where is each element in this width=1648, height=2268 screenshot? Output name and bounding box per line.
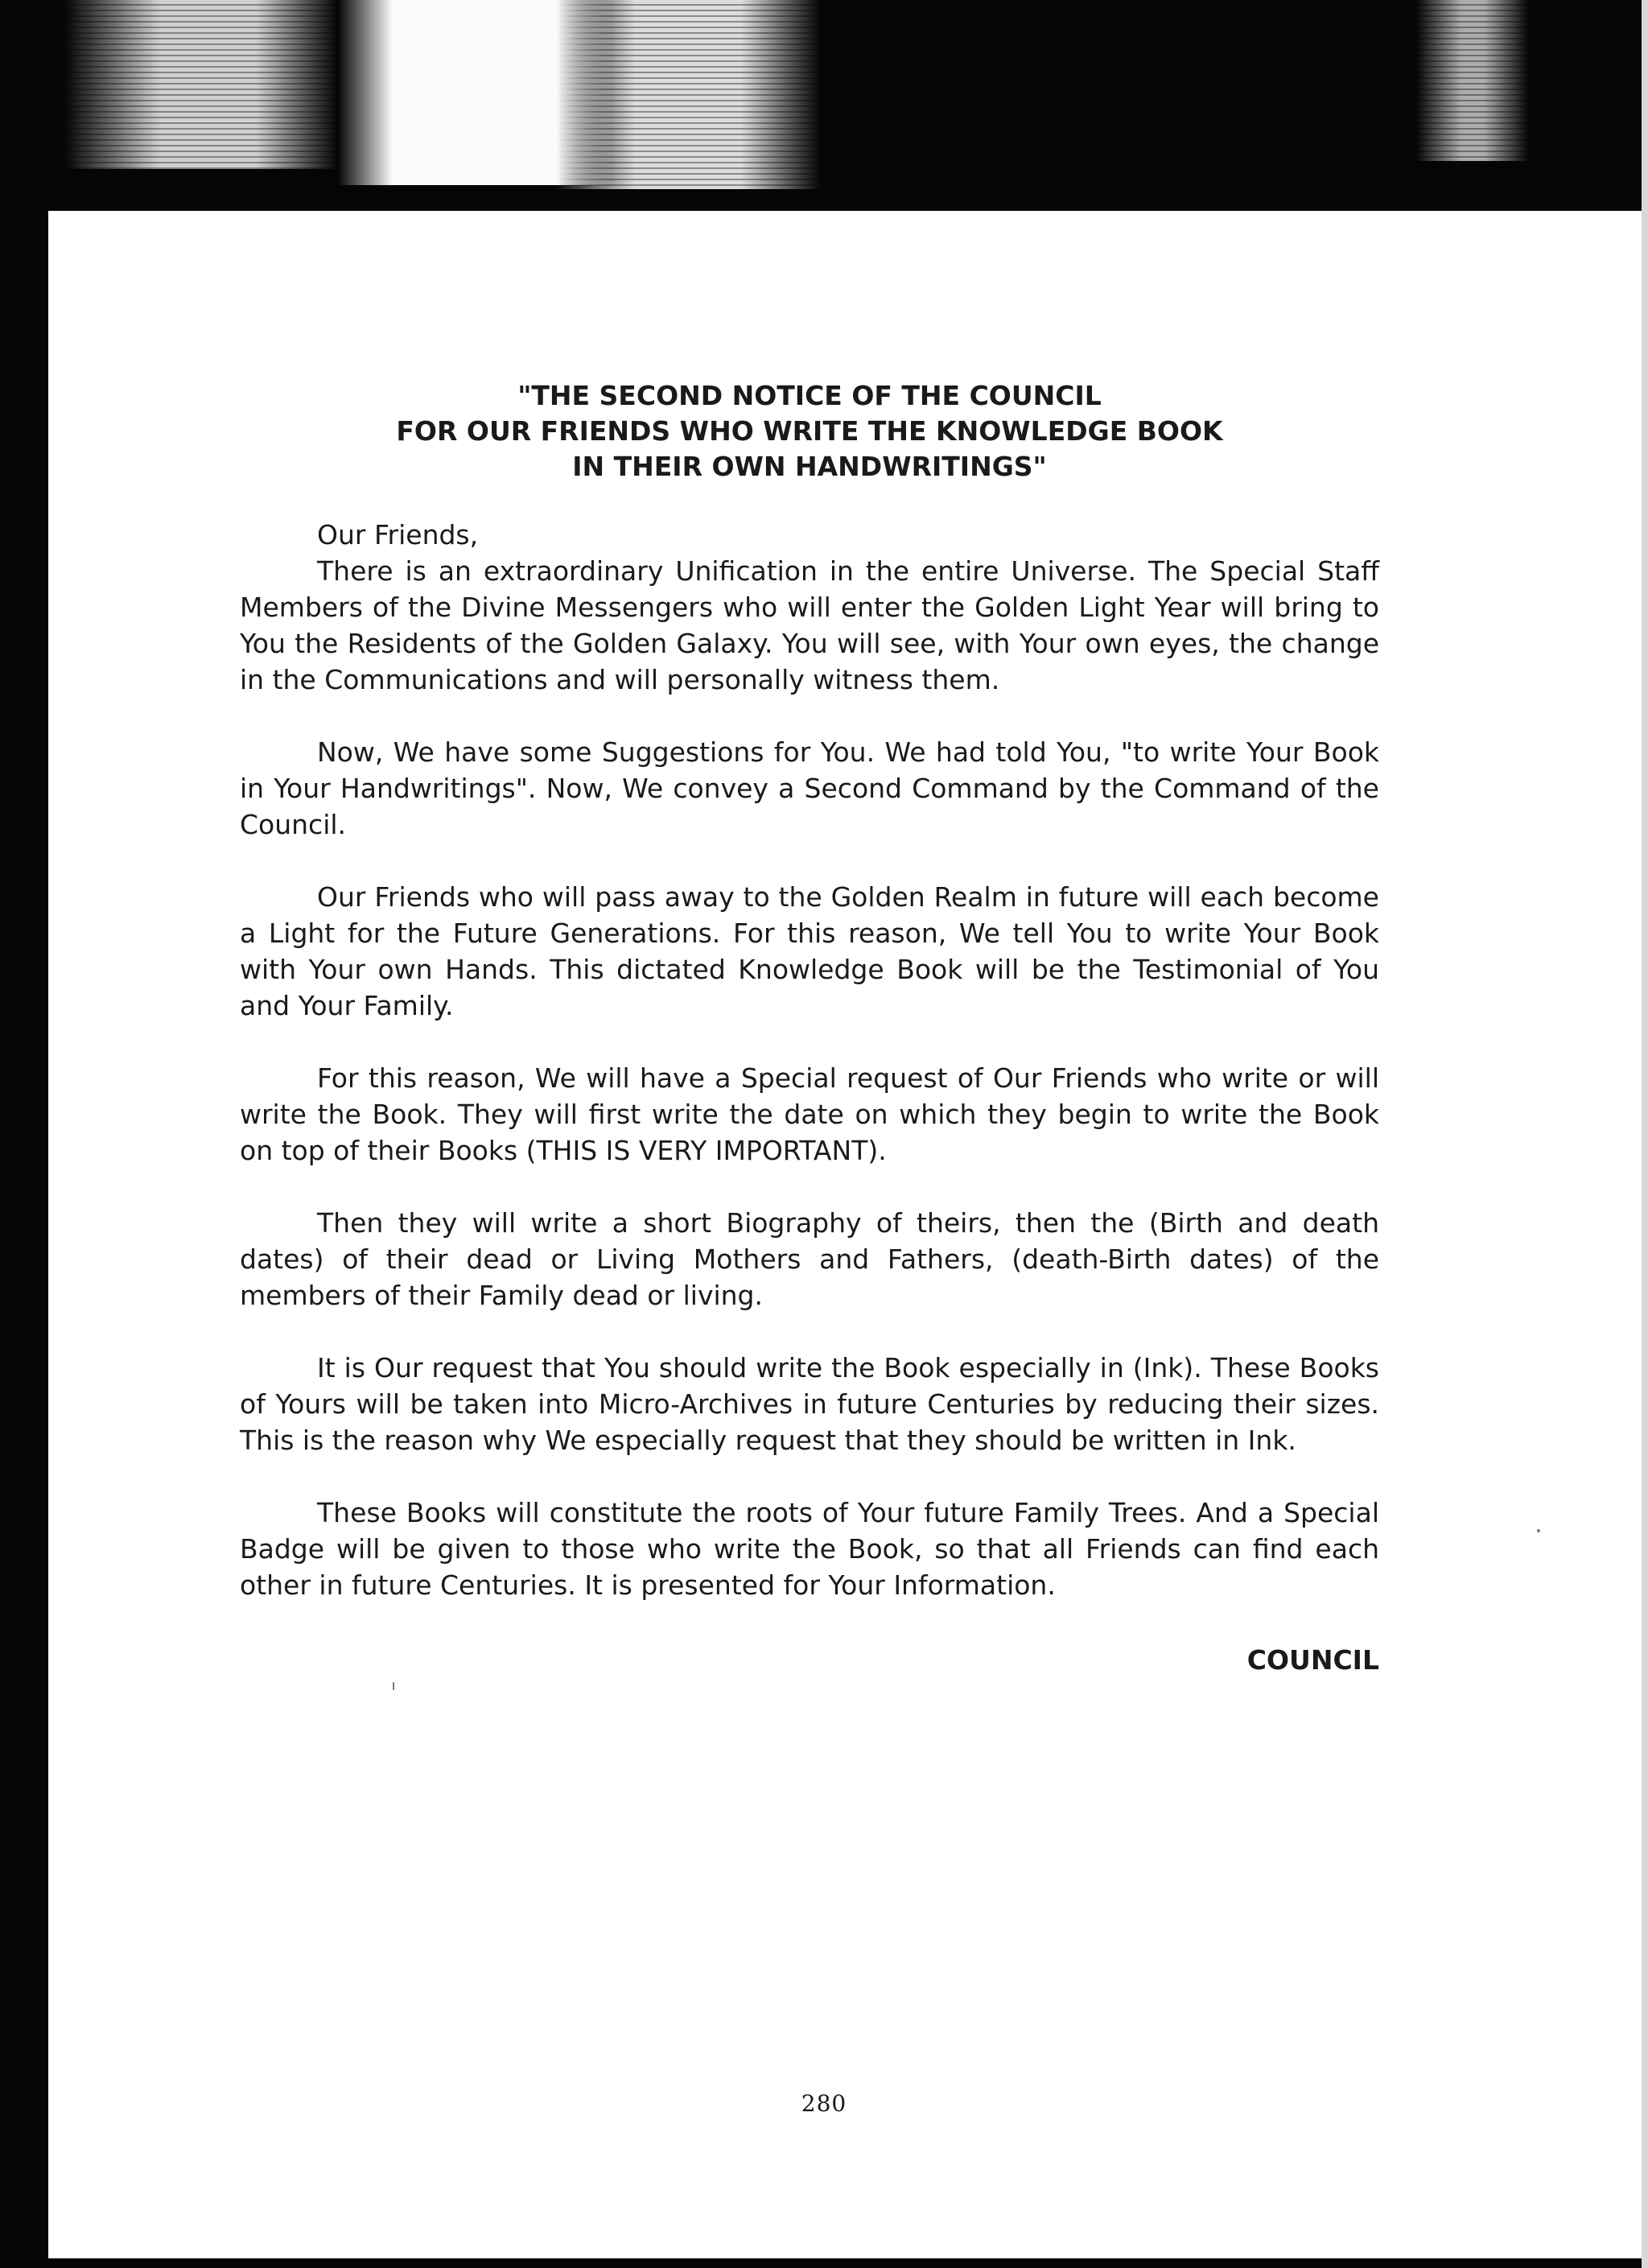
page-number: 280 — [801, 2090, 847, 2117]
paragraph: Our Friends who will pass away to the Golden Realm in future will each become a Light for the Future Generations. For this reason, We tell You to write Your Book with Your own Hands. This dictated Knowledge Book will be the Testimonial of You and Your Family. — [240, 881, 1379, 1021]
paragraph: Now, We have some Suggestions for You. We had told You, "to write Your Book in Your Handwritings". Now, We convey a Second Command by the Command of the Council. — [240, 736, 1379, 840]
document-body — [240, 378, 1379, 1678]
scan-speck — [393, 1682, 394, 1690]
scan-glare — [1416, 0, 1529, 161]
scan-right-edge — [1642, 0, 1648, 2268]
title-line: "THE SECOND NOTICE OF THE COUNCIL — [517, 380, 1102, 411]
salutation: Our Friends, — [317, 519, 479, 551]
scan-bottom-shadow — [0, 2258, 1648, 2268]
signature: COUNCIL — [1246, 1644, 1379, 1676]
paragraph: These Books will constitute the roots of Your future Family Trees. And a Special Badge will be given to those who write the Book, so that all Friends can find each other in future Centuries. It is presented for Your Information. — [240, 1497, 1379, 1601]
scan-glare — [64, 0, 338, 169]
scan-left-shadow — [0, 0, 48, 2268]
paragraph: Then they will write a short Biography of theirs, then the (Birth and death dates) of their dead or Living Mothers and Fathers, (death-Birth dates) of the members of their Family dead or living. — [240, 1207, 1379, 1311]
scan-speck — [1537, 1529, 1540, 1532]
scan-glare — [555, 0, 821, 189]
paragraph: For this reason, We will have a Special request of Our Friends who write or will write the Book. They will first write the date on which they begin to write the Book on top of their Books (THIS IS VERY IMPORTANT). — [240, 1062, 1379, 1166]
title-line: FOR OUR FRIENDS WHO WRITE THE KNOWLEDGE BOOK — [396, 415, 1223, 447]
document-title — [240, 378, 1379, 485]
paragraph: It is Our request that You should write the Book especially in (Ink). These Books of Yours will be taken into Micro-Archives in future Centuries by reducing their sizes. This is the reason why We especially request that they should be written in Ink. — [240, 1352, 1379, 1456]
title-line: IN THEIR OWN HANDWRITINGS" — [572, 451, 1047, 482]
paragraph: There is an extraordinary Unification in the entire Universe. The Special Staff Members of the Divine Messengers who will enter the Golden Light Year will bring to You the Residents of the Golden Galaxy. You will see, with Your own eyes, the change in the Communications and will personally witness them. — [240, 555, 1379, 695]
